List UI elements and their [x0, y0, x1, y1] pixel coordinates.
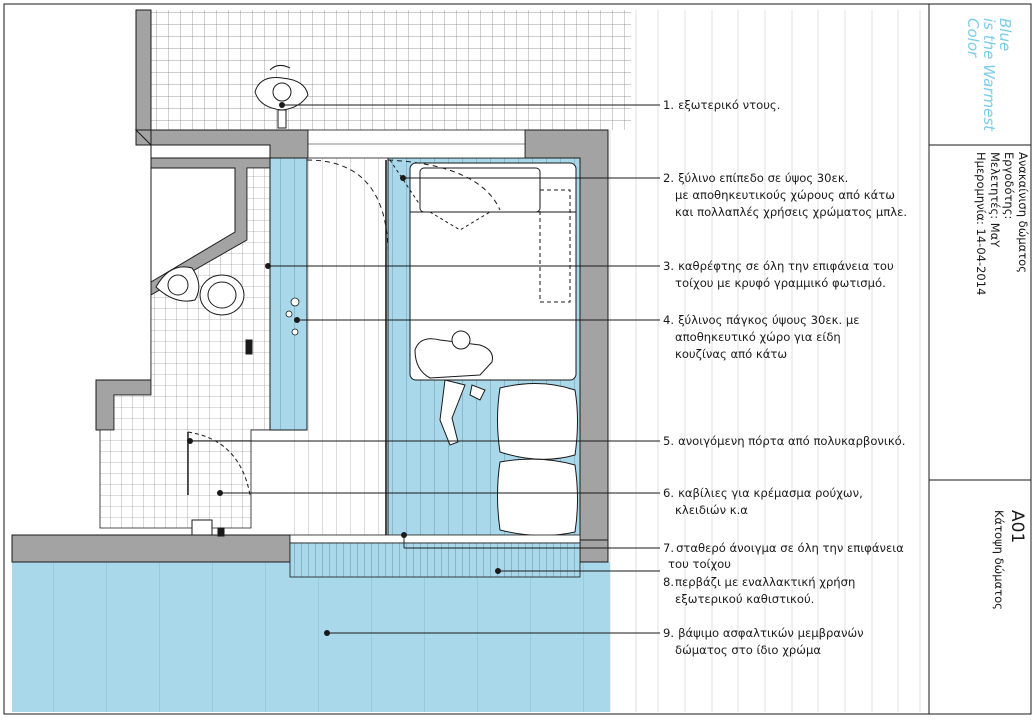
- note-7-num: 7.: [663, 541, 675, 555]
- fixed-opening: [290, 535, 580, 543]
- note-6-line-1: καβίλιες για κρέμασμα ρούχων,: [678, 486, 863, 500]
- project-line-2: Εργοδότης:: [1002, 152, 1016, 220]
- note-4-line-3: κουζίνας από κάτω: [675, 347, 788, 361]
- note-9-num: 9.: [663, 626, 675, 640]
- note-4-line-1: ξύλινος πάγκος ύψους 30εκ. με: [678, 313, 860, 327]
- note-8-line-1: περβάζι με εναλλακτική χρήση: [675, 575, 856, 589]
- note-6-line-2: κλειδιών κ.α: [675, 503, 748, 517]
- note-3-num: 3.: [663, 259, 675, 273]
- note-1-num: 1.: [663, 98, 675, 112]
- sheet-number: A01: [1007, 510, 1027, 544]
- svg-text:5.ανοιγόμενη πόρτα από πολυκαρ: [663, 434, 905, 448]
- shower-tiles: [151, 10, 631, 130]
- svg-text:3.καθρέφτης σε όλη την επιφάνε: [663, 259, 894, 273]
- note-2-line-3: και πολλαπλές χρήσεις χρώματος μπλε.: [675, 205, 908, 219]
- svg-text:6.καβίλιες για κρέμασμα ρούχων: [663, 486, 863, 500]
- svg-text:4.ξύλινος πάγκος ύψους 30εκ. μ: [663, 313, 860, 327]
- roof-membrane: [12, 562, 610, 712]
- guide-lines: [610, 10, 920, 712]
- note-4-num: 4.: [663, 313, 675, 327]
- note-7-line-2: του τοίχου: [668, 557, 731, 571]
- sheet-title: Κάτοψη δώματος: [992, 510, 1006, 610]
- note-6-num: 6.: [663, 486, 675, 500]
- note-4-line-2: αποθηκευτικό χώρο για είδη: [675, 330, 841, 344]
- svg-text:7.σταθερό άνοιγμα σε όλη την ε: [663, 541, 904, 555]
- svg-text:2.ξύλινο επίπεδο σε ύψος 30εκ.: [663, 171, 848, 185]
- note-3-line-1: καθρέφτης σε όλη την επιφάνεια του: [678, 259, 894, 273]
- project-line-3: Μελετητές: ΜαΥ: [988, 152, 1002, 248]
- note-5-num: 5.: [663, 434, 675, 448]
- note-2-line-1: ξύλινο επίπεδο σε ύψος 30εκ.: [678, 171, 849, 185]
- note-2-line-2: με αποθηκευτικούς χώρους από κάτω: [675, 188, 895, 202]
- note-1-line-1: εξωτερικό ντους.: [678, 98, 781, 112]
- note-8-line-2: εξωτερικού καθιστικού.: [675, 592, 815, 606]
- svg-text:9.βάψιμο ασφαλτικών μεμβρανών: [663, 626, 864, 640]
- project-line-1: Ανακαίνιση δώματος: [1016, 152, 1030, 273]
- logo-line-3: Color: [964, 18, 982, 58]
- note-2-num: 2.: [663, 171, 675, 185]
- project-line-4: Ημερομηνία: 14-04-2014: [974, 152, 988, 296]
- bench-strip: [270, 158, 307, 430]
- note-7-line-1: σταθερό άνοιγμα σε όλη την επιφάνεια: [676, 541, 904, 555]
- note-9-line-2: δώματος στο ίδιο χρώμα: [675, 643, 821, 657]
- note-8-num: 8.: [663, 575, 675, 589]
- note-5-line-1: ανοιγόμενη πόρτα από πολυκαρβονικό.: [678, 434, 906, 448]
- note-3-line-2: τοίχου με κρυφό γραμμικό φωτισμό.: [675, 276, 886, 290]
- logo-line-2: is the Warmest: [980, 18, 998, 132]
- callout-notes: [663, 98, 907, 657]
- title-block: [929, 4, 1031, 714]
- svg-text:1.εξωτερικό ντους.: [663, 98, 780, 112]
- logo-line-1: Blue: [996, 18, 1014, 52]
- note-9-line-1: βάψιμο ασφαλτικών μεμβρανών: [678, 626, 864, 640]
